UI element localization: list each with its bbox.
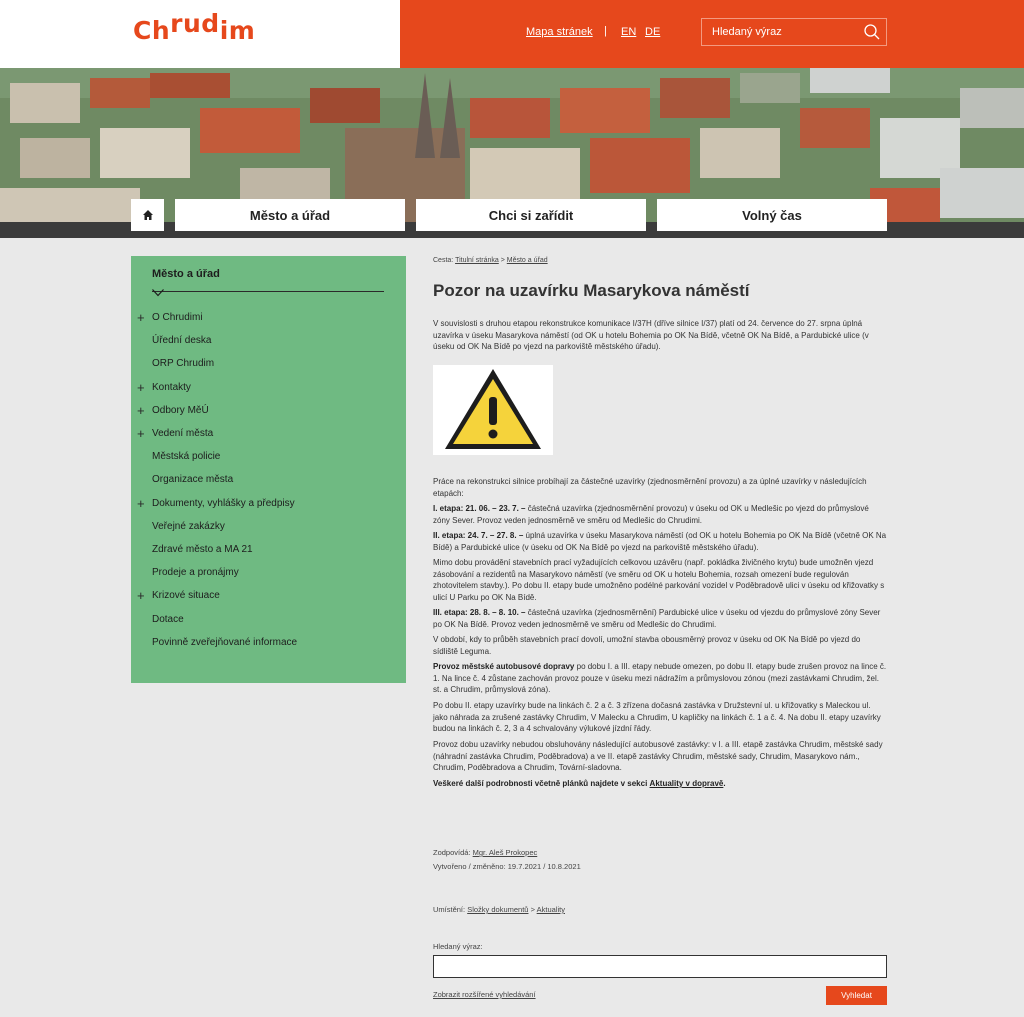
logo[interactable] [133, 9, 256, 45]
search-input[interactable] [433, 955, 887, 978]
article-paragraph-3: V období, kdy to průběh stavebních prací dovolí, umožní stavba obousměrný provoz v úseku od OK Na Bídě po vjezd do sídliště Leguma. [433, 635, 861, 656]
breadcrumb-separator: > [500, 257, 505, 264]
sidebar-item[interactable]: Prodeje a pronájmy [152, 567, 239, 579]
nav-item-mesto-a-urad[interactable]: Město a úřad [175, 199, 405, 231]
plus-icon[interactable]: + [137, 495, 145, 511]
logo-text-2: rud [170, 9, 220, 38]
article-intro: V souvislosti s druhou etapou rekonstrukce komunikace I/37H (dříve silnice I/37) platí od 24. července do 27. srpna úplná uzavírka v úseku Masarykova náměstí (od OK u hotelu Bohemia po OK Na Bídě, včetně OK Na Bídě, a Pardubické ulice (v úseku od OK Na Bídě po vjezd na parkoviště městského úřadu). [433, 319, 869, 352]
sidebar [131, 256, 406, 683]
lang-en-link[interactable]: EN [621, 26, 637, 38]
plus-icon[interactable]: + [137, 379, 145, 395]
top-search-box [701, 18, 887, 46]
breadcrumb-prefix: Cesta: [433, 257, 454, 264]
final-text: Veškeré další podrobnosti včetně plánků najdete v sekci [433, 779, 648, 788]
sidebar-item[interactable]: Dokumenty, vyhlášky a předpisy [152, 497, 295, 509]
sitemap-link[interactable]: Mapa stránek [526, 26, 593, 38]
sidebar-item[interactable]: O Chrudimi [152, 312, 203, 323]
plus-icon[interactable]: + [137, 588, 145, 604]
chevron-down-icon [152, 289, 164, 297]
aktuality-doprava-link[interactable]: Aktuality v dopravě [649, 779, 724, 788]
sidebar-item[interactable]: Městská policie [152, 451, 221, 463]
location-label: Umístění: [433, 905, 466, 914]
article-paragraph-5: Provoz dobu uzavírky nebudou obsluhovány následující autobusové zastávky: v I. a III. etapě zastávka Chrudim, městské sady (náhradní zastávka Chrudim, Poděbradova) a ve II. etapě zastávky Chrudim, městské sady, Chrudim, Masarykovo nám., Chrudim, Poděbradova a Chrudim, Tovární-sladovna. [433, 740, 883, 773]
article-final [433, 778, 887, 790]
article-etapa-2 [433, 530, 887, 553]
search-icon[interactable] [863, 23, 881, 41]
breadcrumb-home-link[interactable]: Titulní stránka [455, 257, 499, 264]
responsible-person-link[interactable]: Mgr. Aleš Prokopec [472, 848, 538, 857]
sidebar-item[interactable]: Odbory MěÚ [152, 404, 209, 416]
location-aktuality-link[interactable]: Aktuality [536, 905, 565, 914]
plus-icon[interactable]: + [137, 426, 145, 441]
page-title: Pozor na uzavírku Masarykova náměstí [433, 281, 750, 300]
etapa-2-heading: II. etapa: 24. 7. – 27. 8. – [433, 531, 524, 540]
logo-text-1: Ch [133, 16, 171, 45]
article-bus [433, 661, 887, 696]
article-etapa-1 [433, 503, 887, 526]
etapa-3-heading: III. etapa: 28. 8. – 8. 10. – [433, 608, 526, 617]
nav-home-button[interactable] [131, 199, 164, 231]
sidebar-item[interactable]: Úřední deska [152, 335, 212, 347]
etapa-3-text: částečná uzavírka (zjednosměrnění) Pardubické ulice v úseku od vjezdu do průmyslové zóny Sever po OK Na Bídě. Provoz veden jednosměrně ve směru od Medlešic do Chrudimi. [433, 608, 881, 629]
sidebar-item[interactable]: Dotace [152, 613, 184, 625]
plus-icon[interactable]: + [137, 402, 145, 418]
final-period: . [723, 779, 726, 788]
breadcrumb [433, 257, 548, 264]
responsible [433, 848, 537, 857]
sidebar-item[interactable]: ORP Chrudim [152, 358, 215, 370]
sidebar-divider [152, 291, 384, 292]
warning-image [433, 365, 553, 455]
search-button[interactable]: Vyhledat [826, 986, 887, 1005]
sidebar-item[interactable]: Veřejné zakázky [152, 520, 225, 532]
warning-sign-icon [433, 365, 553, 455]
etapa-2-text: úplná uzavírka v úseku Masarykova náměstí (od OK u hotelu Bohemia po OK Na Bídě (včetně OK Na Bídě) a Pardubické ulice (v úseku od OK Na Bídě po vjezd na parkoviště městského úřadu). [433, 531, 887, 552]
sidebar-item[interactable]: Organizace města [152, 474, 234, 486]
home-icon [142, 209, 154, 221]
breadcrumb-current-link[interactable]: Město a úřad [506, 257, 548, 264]
search-label: Hledaný výraz: [433, 942, 483, 951]
sidebar-item[interactable]: Krizové situace [152, 590, 220, 602]
nav-item-volny-cas[interactable]: Volný čas [657, 199, 887, 231]
bus-text: po dobu I. a III. etapy nebude omezen, po dobu II. etapy bude zrušen provoz na lince č. 1. Na lince č. 4 zůstane zachován provoz pouze v úseku mezi nádražím a průmyslovou zónou (mezi zastávkami Chrudim, žel. st. a Chrudim, průmyslová zóna). [433, 662, 887, 695]
lang-de-link[interactable]: DE [645, 26, 661, 38]
sidebar-item[interactable]: Vedení města [152, 428, 214, 439]
article-paragraph-2: Mimo dobu provádění stavebních prací vyžadujících celkovou uzávěru (např. pokládka živičného krytu) bude umožněn vjezd zásobování a rezidentů na Masarykovo náměstí (ve směru od OK u hotelu Bohemia, rozsah omezení bude regulován zhotovitelem stavby.). Po dobu II. etapy bude umožněno podélné parkování vozidel v Poděbradově ulici v úseku od křižovatky s ulicí U Parku po OK Na Bídě. [433, 558, 885, 603]
sidebar-item[interactable]: Kontakty [152, 381, 191, 393]
nav-item-chci-si-zaridit[interactable]: Chci si zařídit [416, 199, 646, 231]
top-search-input[interactable] [702, 19, 862, 45]
location-documents-link[interactable]: Složky dokumentů [467, 905, 529, 914]
header-separator: | [604, 25, 607, 37]
sidebar-item[interactable]: Povinně zveřejňované informace [152, 636, 298, 648]
responsible-label: Zodpovídá: [433, 848, 471, 857]
bus-heading: Provoz městské autobusové dopravy [433, 662, 575, 671]
advanced-search-link[interactable]: Zobrazit rozšířené vyhledávání [433, 990, 536, 999]
etapa-1-text: částečná uzavírka (zjednosměrnění provozu) v úseku od OK u Medlešic po vjezd do průmyslové zóny Sever. Provoz veden jednosměrně ve směru od Medlešic do Chrudimi. [433, 504, 869, 525]
etapa-1-heading: I. etapa: 21. 06. – 23. 7. – [433, 504, 526, 513]
article-paragraph-4: Po dobu II. etapy uzavírky bude na linkách č. 2 a č. 3 zřízena dočasná zastávka v Družstevní ul. u křižovatky s Maleckou ul. jako náhrada za zrušené zastávky Chrudim, V Malecku a Chrudim, U kapličky na linkách č. 1 a č. 4. Na dobu II. etapy uzavírky budou na linkách č. 2, 3 a 4 schvalovány výlukové jízdní řády. [433, 701, 881, 734]
created-changed: Vytvořeno / změněno: 19.7.2021 / 10.8.2021 [433, 862, 581, 871]
location [433, 905, 565, 914]
article-paragraph-1: Práce na rekonstrukci silnice probíhají za částečné uzavírky (zjednosměrnění provozu) a za úplné uzavírky v následujících etapách: [433, 477, 867, 498]
plus-icon[interactable]: + [137, 310, 145, 325]
logo-text-3: im [219, 16, 256, 45]
sidebar-title: Město a úřad [152, 268, 220, 280]
sidebar-item[interactable]: Zdravé město a MA 21 [152, 544, 253, 555]
header [0, 0, 1024, 68]
location-separator: > [530, 905, 535, 914]
article-etapa-3 [433, 607, 887, 630]
